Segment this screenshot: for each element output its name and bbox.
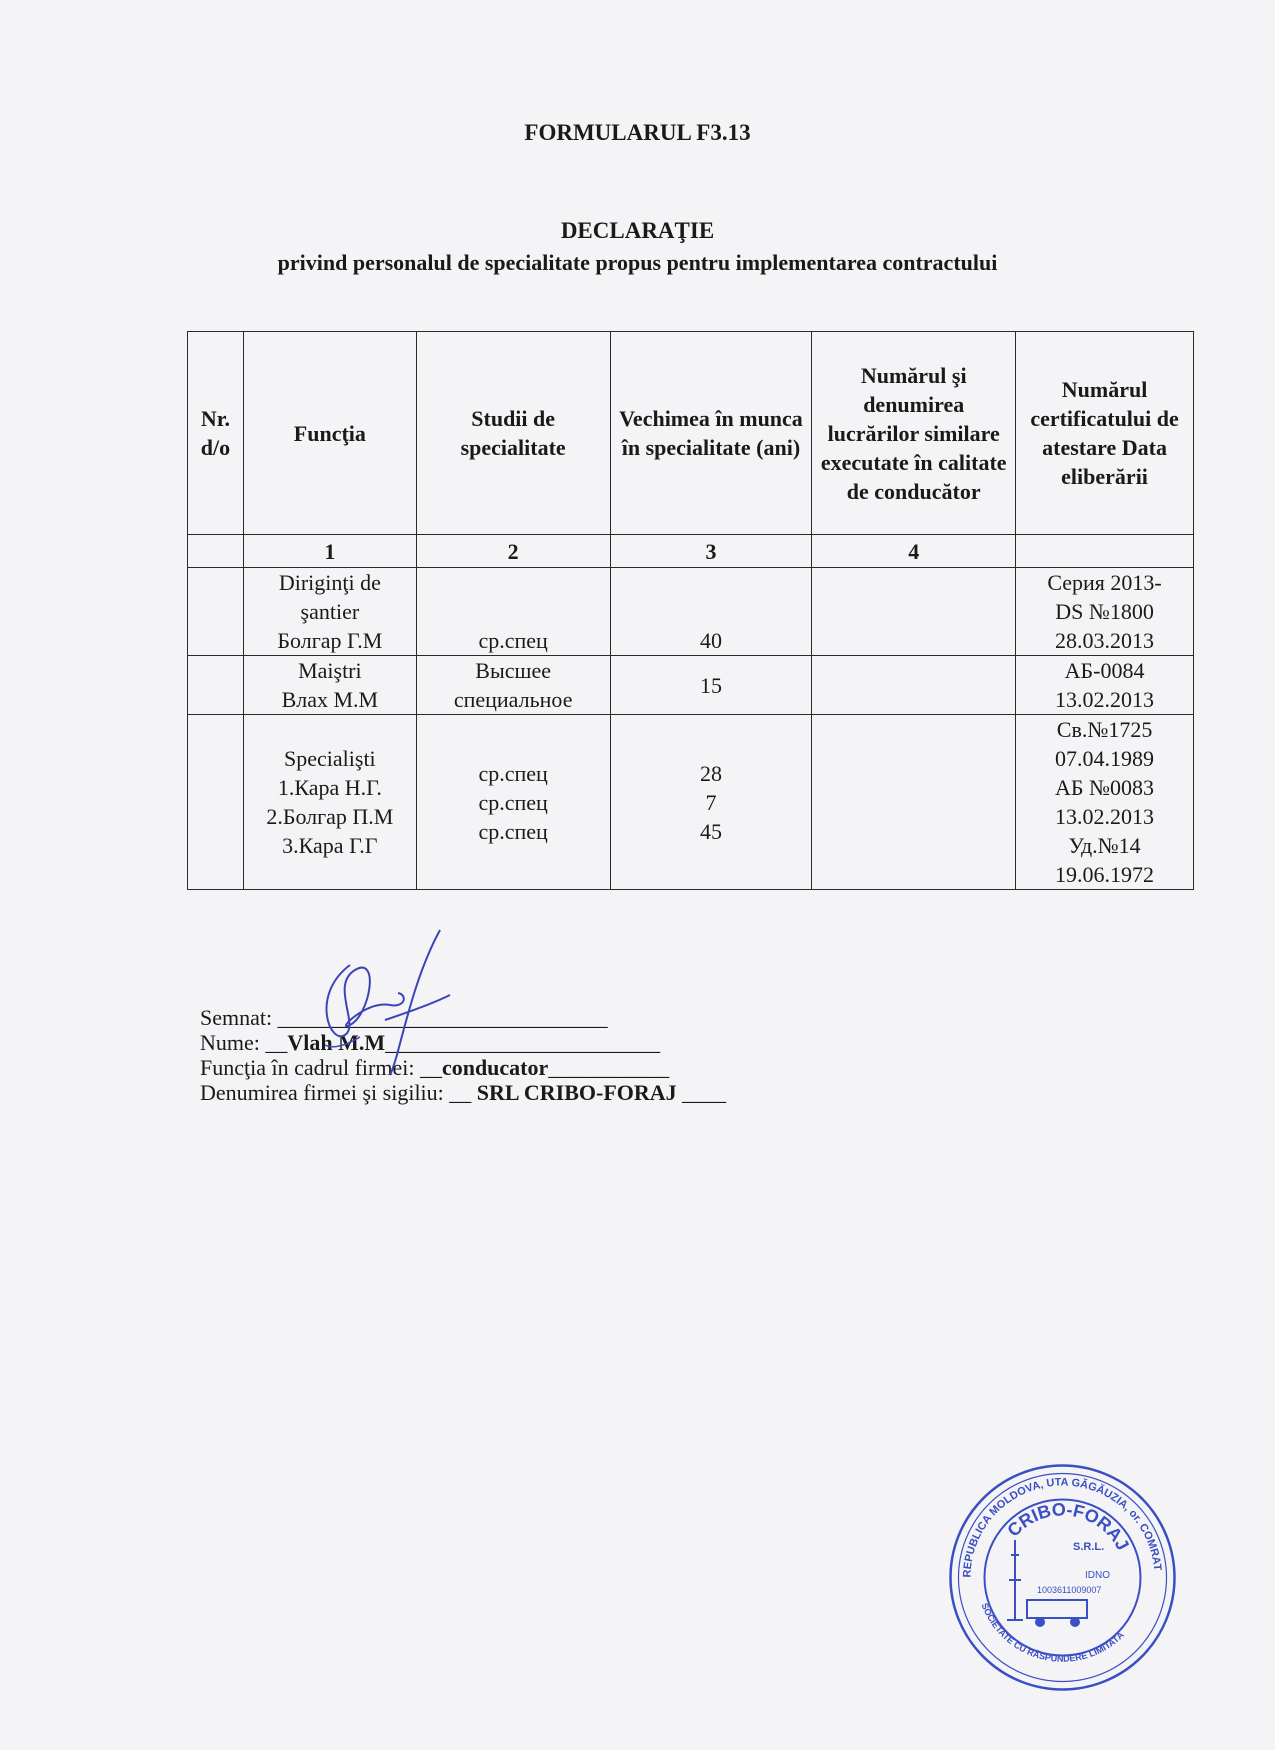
column-number: 4 [812, 535, 1016, 568]
staff-table [187, 331, 1194, 890]
company-suffix: ____ [682, 1080, 727, 1105]
cell-line: специальное [453, 687, 573, 712]
cell-certificate [1016, 568, 1194, 656]
cell-line: 1.Кара Н.Г. [277, 775, 382, 800]
table-row [188, 656, 1194, 715]
cell-line: 2.Болгар П.М [266, 804, 394, 829]
cell-certificate [1016, 656, 1194, 715]
cell-line: Maiştri [298, 658, 362, 683]
cell-nr [188, 568, 244, 656]
cell-line: Св.№1725 [1056, 717, 1153, 742]
cell-line: Влах М.М [281, 687, 379, 712]
form-code: FORMULARUL F3.13 [524, 120, 751, 145]
name-prefix: __ [265, 1030, 288, 1055]
cell-line: Diriginţi de [278, 570, 381, 595]
column-number-row [188, 535, 1194, 568]
stamp-idno-label: IDNO [1085, 1570, 1110, 1581]
column-number [188, 535, 244, 568]
signed-label: Semnat: [200, 1005, 273, 1030]
cell-works [812, 656, 1016, 715]
stamp-idno: 1003611009007 [1037, 1585, 1102, 1595]
cell-certificate [1016, 715, 1194, 890]
cell-function [243, 656, 416, 715]
cell-line: 7 [705, 789, 717, 815]
cell-years [610, 715, 812, 890]
company-seal [945, 1460, 1180, 1695]
column-number: 3 [610, 535, 812, 568]
cell-line: АБ №0083 [1055, 775, 1155, 800]
cell-line: 15 [699, 672, 722, 698]
column-header-years: Vechimea în munca în specialitate (ani) [610, 332, 812, 535]
cell-studies [416, 715, 610, 890]
column-number: 2 [416, 535, 610, 568]
stamp-bottom-text: SOCIETATE CU RĂSPUNDERE LIMITATĂ [979, 1601, 1126, 1664]
function-label: Funcţia în cadrul firmei: [200, 1055, 415, 1080]
cell-line: 3.Кара Г.Г [282, 833, 378, 858]
table-row [188, 568, 1194, 656]
column-number [1016, 535, 1194, 568]
cell-function [243, 568, 416, 656]
cell-line: 13.02.2013 [1055, 804, 1155, 829]
stamp-srl: S.R.L. [1073, 1541, 1105, 1553]
cell-line: Specialişti [284, 746, 376, 771]
cell-line: 40 [699, 628, 722, 653]
cell-line: 13.02.2013 [1055, 687, 1155, 712]
cell-line: Болгар Г.М [277, 628, 383, 653]
column-header-works: Numărul şi denumirea lucrărilor similare executate în calitate de conducător [812, 332, 1016, 535]
table-row [188, 715, 1194, 890]
cell-line: ср.спец [478, 818, 548, 844]
function-value: conducator [441, 1055, 549, 1080]
stamp-inner-text: CRIBO-FORAJ [1003, 1499, 1134, 1554]
cell-line: 07.04.1989 [1055, 746, 1155, 771]
cell-line: ср.спец [478, 628, 548, 653]
handwritten-signature [290, 925, 490, 1085]
cell-line: Уд.№14 [1068, 833, 1141, 858]
cell-works [812, 568, 1016, 656]
function-suffix: ___________ [548, 1055, 670, 1080]
cell-function [243, 715, 416, 890]
cell-line: 19.06.1972 [1055, 862, 1155, 887]
company-label: Denumirea firmei şi sigiliu: [200, 1080, 444, 1105]
column-header-studies: Studii de specialitate [416, 332, 610, 535]
name-suffix: _________________________ [385, 1030, 661, 1055]
cell-line: DS №1800 [1055, 599, 1154, 624]
column-header-nr: Nr. d/o [188, 332, 244, 535]
column-number: 1 [243, 535, 416, 568]
cell-nr [188, 656, 244, 715]
name-value: Vlah M.M [287, 1030, 386, 1055]
column-header-certificate: Numărul certificatului de atestare Data eliberării [1016, 332, 1194, 535]
signed-blank: ______________________________ [277, 1005, 608, 1030]
cell-years [610, 656, 812, 715]
cell-line: şantier [300, 599, 360, 624]
company-prefix: __ [449, 1080, 472, 1105]
table-header-row [188, 332, 1194, 535]
cell-line: ср.спец [478, 760, 548, 786]
cell-nr [188, 715, 244, 890]
declaration-title: DECLARAŢIE [560, 218, 715, 243]
cell-line: Серия 2013- [1047, 570, 1162, 595]
company-value: SRL CRIBO-FORAJ [476, 1080, 677, 1105]
stamp-outer-text: REPUBLICA MOLDOVA, UTA GĂGĂUZIA, or. COMRAT [961, 1476, 1164, 1578]
cell-line: 28.03.2013 [1055, 628, 1155, 653]
function-prefix: __ [419, 1055, 442, 1080]
svg-text:CRIBO-FORAJ [1003, 1499, 1133, 1553]
cell-studies [416, 656, 610, 715]
cell-works [812, 715, 1016, 890]
name-label: Nume: [200, 1030, 260, 1055]
cell-studies [416, 568, 610, 656]
svg-text:SOCIETATE CU RĂSPUNDERE LIMITA [980, 1602, 1127, 1664]
cell-line: Высшее [475, 658, 551, 683]
cell-line: 45 [699, 818, 722, 844]
declaration-subtitle: privind personalul de specialitate propus pentru implementarea contractului [277, 250, 998, 275]
cell-line: 28 [699, 760, 722, 786]
cell-years [610, 568, 812, 656]
cell-line: АБ-0084 [1064, 658, 1145, 683]
column-header-function: Funcţia [243, 332, 416, 535]
cell-line: ср.спец [478, 789, 548, 815]
